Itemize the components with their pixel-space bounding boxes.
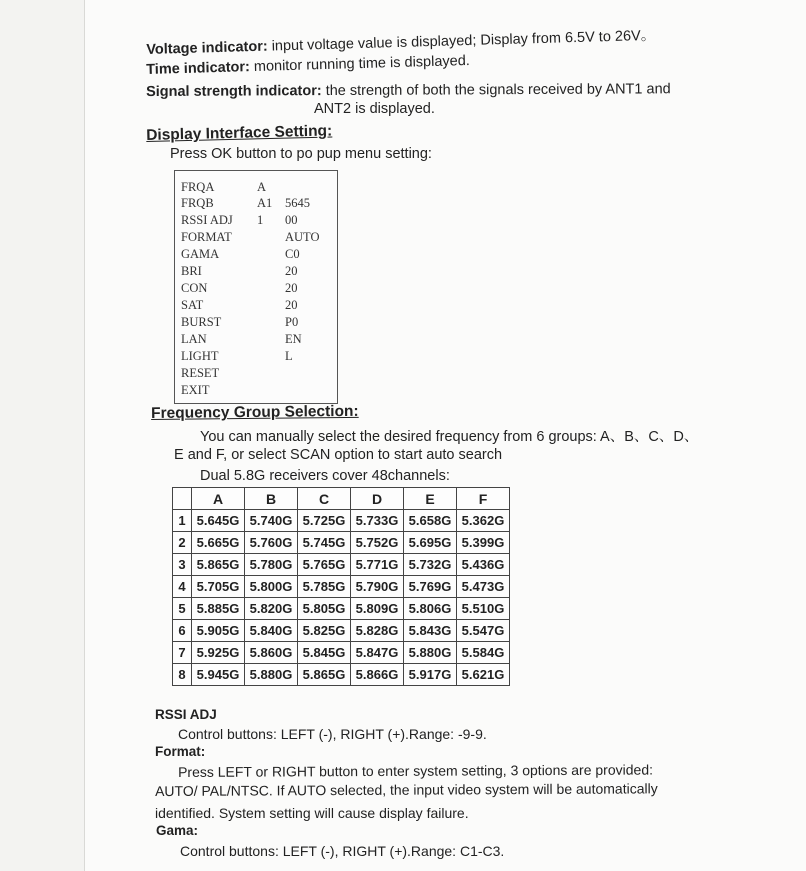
display-setting-text: Press OK button to po pup menu setting: xyxy=(170,146,432,162)
table-cell: 5.547G xyxy=(457,620,510,642)
menu-label: FRQB xyxy=(181,196,214,210)
table-cell: 5.860G xyxy=(245,642,298,664)
menu-value: 5645 xyxy=(285,196,310,210)
row-number: 6 xyxy=(173,620,192,642)
table-cell: 5.705G xyxy=(192,576,245,598)
menu-value: P0 xyxy=(285,315,299,329)
table-cell: 5.945G xyxy=(192,664,245,686)
freq-group-text-3: Dual 5.8G receivers cover 48channels: xyxy=(200,468,450,484)
menu-value: 00 xyxy=(285,213,298,227)
time-text: monitor running time is displayed. xyxy=(249,52,471,76)
table-cell: 5.800G xyxy=(245,576,298,598)
rssi-text: Control buttons: LEFT (-), RIGHT (+).Range: -9-9. xyxy=(178,726,487,742)
table-cell: 5.865G xyxy=(192,554,245,576)
gama-text: Control buttons: LEFT (-), RIGHT (+).Range: C1-C3. xyxy=(180,843,505,859)
table-cell: 5.805G xyxy=(298,598,351,620)
table-header: B xyxy=(245,488,298,510)
table-cell: 5.510G xyxy=(457,598,510,620)
table-row xyxy=(173,510,510,532)
table-cell: 5.790G xyxy=(351,576,404,598)
signal-text: the strength of both the signals received by ANT1 and xyxy=(321,81,671,100)
signal-label: Signal strength indicator: xyxy=(146,83,322,100)
menu-label: RESET xyxy=(181,366,220,380)
freq-group-heading: Frequency Group Selection: xyxy=(151,402,359,422)
table-cell: 5.843G xyxy=(404,620,457,642)
table-cell: 5.866G xyxy=(351,664,404,686)
table-cell: 5.740G xyxy=(245,510,298,532)
table-header: A xyxy=(192,488,245,510)
table-cell: 5.917G xyxy=(404,664,457,686)
table-cell: 5.399G xyxy=(457,532,510,554)
table-cell: 5.473G xyxy=(457,576,510,598)
table-cell: 5.725G xyxy=(298,510,351,532)
menu-mid: 1 xyxy=(257,213,264,227)
table-cell: 5.745G xyxy=(298,532,351,554)
table-cell: 5.809G xyxy=(351,598,404,620)
table-header: D xyxy=(351,488,404,510)
menu-label: RSSI ADJ xyxy=(181,213,233,227)
table-cell: 5.785G xyxy=(298,576,351,598)
menu-label: SAT xyxy=(181,298,204,312)
row-number: 8 xyxy=(173,664,192,686)
row-number: 1 xyxy=(173,510,192,532)
gama-heading: Gama: xyxy=(156,823,199,838)
table-cell: 5.828G xyxy=(351,620,404,642)
table-cell: 5.695G xyxy=(404,532,457,554)
table-cell: 5.885G xyxy=(192,598,245,620)
table-header: C xyxy=(298,488,351,510)
menu-value: 20 xyxy=(285,281,298,295)
table-cell: 5.880G xyxy=(404,642,457,664)
table-cell: 5.820G xyxy=(245,598,298,620)
table-row xyxy=(173,620,510,642)
table-row xyxy=(173,532,510,554)
time-label: Time indicator: xyxy=(146,59,251,78)
table-header: F xyxy=(457,488,510,510)
menu-label: EXIT xyxy=(181,383,210,397)
table-row xyxy=(173,554,510,576)
menu-mid: A xyxy=(257,180,267,194)
format-text-1: Press LEFT or RIGHT button to enter system setting, 3 options are provided: xyxy=(178,761,654,780)
row-number: 5 xyxy=(173,598,192,620)
table-cell: 5.880G xyxy=(245,664,298,686)
table-cell: 5.769G xyxy=(404,576,457,598)
table-cell: 5.905G xyxy=(192,620,245,642)
table-row xyxy=(173,598,510,620)
menu-value: L xyxy=(285,349,293,363)
signal-line-2: ANT2 is displayed. xyxy=(314,101,435,117)
table-cell: 5.825G xyxy=(298,620,351,642)
row-number: 4 xyxy=(173,576,192,598)
menu-value: EN xyxy=(285,332,302,346)
table-row xyxy=(173,576,510,598)
menu-label: FRQA xyxy=(181,180,215,194)
menu-value: 20 xyxy=(285,264,298,278)
table-cell: 5.732G xyxy=(404,554,457,576)
menu-label: LAN xyxy=(181,332,207,346)
freq-group-text-1: You can manually select the desired frequency from 6 groups: A、B、C、D、 xyxy=(200,429,699,445)
format-text-3: identified. System setting will cause display failure. xyxy=(155,805,469,821)
menu-value: C0 xyxy=(285,247,300,261)
table-cell: 5.771G xyxy=(351,554,404,576)
row-number: 2 xyxy=(173,532,192,554)
voltage-text: input voltage value is displayed; Display from 6.5V to 26V。 xyxy=(267,27,656,55)
menu-label: LIGHT xyxy=(181,349,219,363)
format-heading: Format: xyxy=(155,744,206,759)
signal-line xyxy=(146,81,671,100)
table-cell: 5.806G xyxy=(404,598,457,620)
table-header: E xyxy=(404,488,457,510)
menu-label: BRI xyxy=(181,264,202,278)
table-cell: 5.847G xyxy=(351,642,404,664)
row-number: 7 xyxy=(173,642,192,664)
table-cell: 5.780G xyxy=(245,554,298,576)
table-header-row xyxy=(173,488,510,510)
table-cell: 5.645G xyxy=(192,510,245,532)
table-cell: 5.436G xyxy=(457,554,510,576)
format-text-2: AUTO/ PAL/NTSC. If AUTO selected, the input video system will be automatically xyxy=(155,780,658,799)
menu-value: AUTO xyxy=(285,230,320,244)
frequency-table xyxy=(172,487,510,686)
table-cell: 5.362G xyxy=(457,510,510,532)
table-cell: 5.658G xyxy=(404,510,457,532)
menu-label: FORMAT xyxy=(181,230,232,244)
display-setting-heading: Display Interface Setting: xyxy=(146,122,333,144)
table-cell: 5.840G xyxy=(245,620,298,642)
menu-label: CON xyxy=(181,281,208,295)
table-row xyxy=(173,642,510,664)
table-cell: 5.584G xyxy=(457,642,510,664)
table-cell: 5.733G xyxy=(351,510,404,532)
table-cell: 5.665G xyxy=(192,532,245,554)
table-cell: 5.765G xyxy=(298,554,351,576)
menu-label: BURST xyxy=(181,315,222,329)
freq-group-text-2: E and F, or select SCAN option to start auto search xyxy=(174,447,503,463)
table-cell: 5.845G xyxy=(298,642,351,664)
voltage-label: Voltage indicator: xyxy=(146,38,268,58)
table-cell: 5.865G xyxy=(298,664,351,686)
table-cell: 5.925G xyxy=(192,642,245,664)
table-cell: 5.752G xyxy=(351,532,404,554)
menu-value: 20 xyxy=(285,298,298,312)
rssi-heading: RSSI ADJ xyxy=(155,707,217,722)
table-corner xyxy=(173,488,192,510)
osd-menu xyxy=(174,170,338,404)
table-cell: 5.621G xyxy=(457,664,510,686)
table-cell: 5.760G xyxy=(245,532,298,554)
row-number: 3 xyxy=(173,554,192,576)
menu-label: GAMA xyxy=(181,247,220,261)
table-row xyxy=(173,664,510,686)
menu-mid: A1 xyxy=(257,196,273,210)
